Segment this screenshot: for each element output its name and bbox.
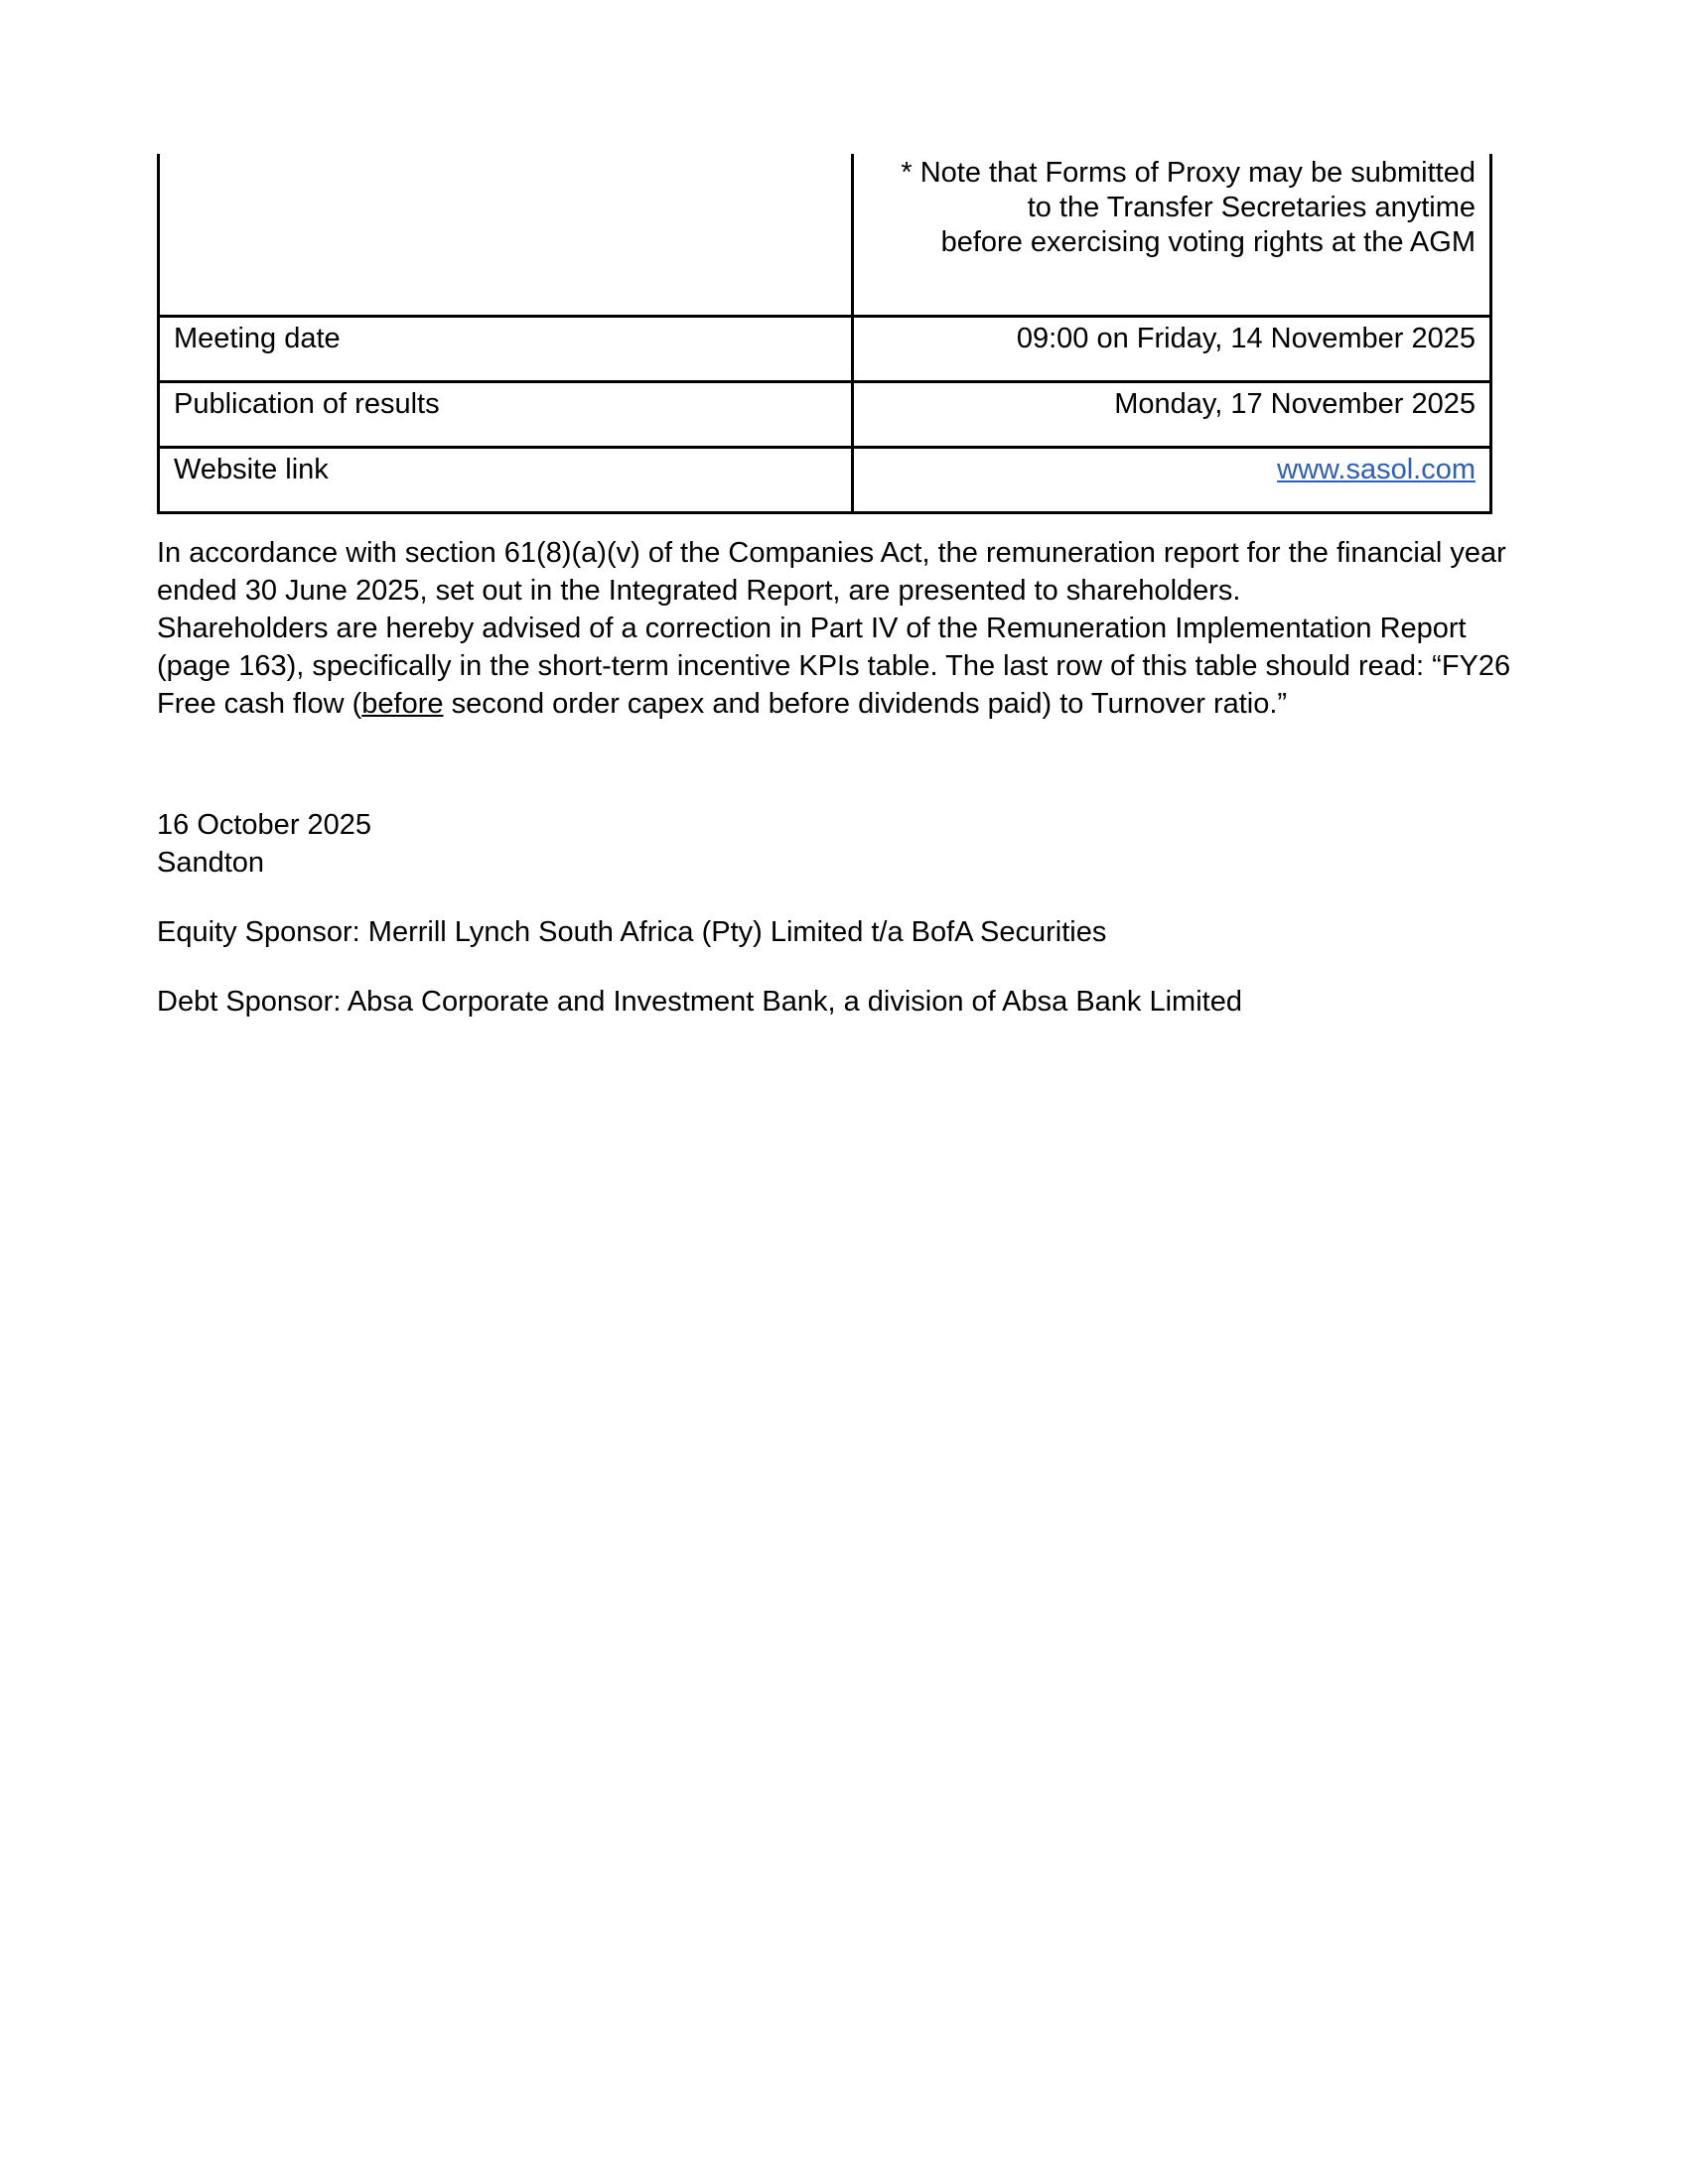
proxy-note-line: * Note that Forms of Proxy may be submitted [901,157,1476,189]
row-value-cell [853,448,1491,513]
correction-text [157,610,1547,723]
document-date: 16 October 2025 [157,809,372,841]
equity-sponsor: Equity Sponsor: Merrill Lynch South Africa (Pty) Limited t/a BofA Securities [157,916,1107,948]
row-label: Website link [159,448,853,513]
table-row [159,382,1491,448]
remuneration-text: In accordance with section 61(8)(a)(v) of the Companies Act, the remuneration report for the financial year ended 30 June 2025, set out in the Integrated Report, are presented to shareholders. [157,537,1506,607]
table-row [159,448,1491,513]
table-row [159,317,1491,382]
row-value: 09:00 on Friday, 14 November 2025 [853,317,1491,382]
debt-sponsor: Debt Sponsor: Absa Corporate and Investment Bank, a division of Absa Bank Limited [157,986,1242,1018]
document-place: Sandton [157,847,265,879]
table-row [159,154,1491,317]
proxy-note-cell [853,154,1491,317]
row-label: Meeting date [159,317,853,382]
row-label: Publication of results [159,382,853,448]
proxy-note-line: to the Transfer Secretaries anytime [1027,192,1476,223]
date-place-block [157,806,1547,882]
correction-text-start: Shareholders are hereby advised of a correction in Part IV of the Remuneration Implementation Report (page 163), specifically in the short-term incentive KPIs table. The last row of this table should read: “FY26 Free cash flow ( [157,613,1511,720]
correction-text-end: second order capex and before dividends paid) to Turnover ratio.” [443,688,1288,720]
meeting-details-table [157,154,1492,514]
proxy-note-line: before exercising voting rights at the AGM [940,226,1476,258]
empty-cell [159,154,853,317]
row-value: Monday, 17 November 2025 [853,382,1491,448]
underlined-word: before [361,688,444,720]
remuneration-paragraph [157,534,1547,723]
website-link[interactable]: www.sasol.com [1277,454,1476,485]
